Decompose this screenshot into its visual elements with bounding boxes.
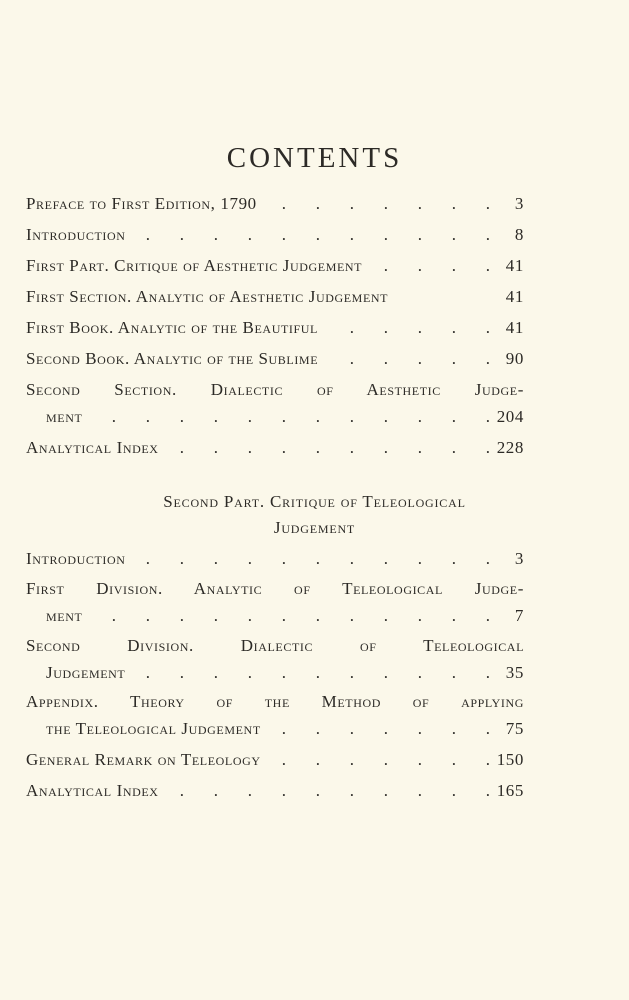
part-heading: Second Part. Critique of Teleological (163, 492, 466, 511)
toc-entry-line2 (46, 663, 524, 687)
dot-leader (165, 438, 490, 458)
toc-entry (26, 225, 524, 249)
toc-entry-title: Introduction (26, 225, 126, 244)
toc-entry-page: 41 (505, 318, 524, 337)
dot-leader (88, 407, 490, 427)
toc-entry (26, 256, 524, 280)
toc-entry (26, 318, 524, 342)
toc-entry-page: 150 (496, 750, 524, 769)
toc-entry-title: Second Section. Dialectic of Aesthetic Judge- (26, 380, 524, 399)
toc-entry-title: Analytical Index (26, 781, 159, 800)
toc-entry (26, 194, 524, 218)
toc-entry-page: 35 (505, 663, 524, 682)
toc-entry (26, 781, 524, 805)
toc-entry-line1 (26, 380, 524, 404)
toc-entry (26, 349, 524, 373)
toc-entry-title: Second Book. Analytic of the Sublime (26, 349, 319, 368)
toc-entry-title: Second Division. Dialectic of Teleological (26, 636, 524, 655)
toc-entry-title: Analytical Index (26, 438, 159, 457)
toc-entry-page: 90 (505, 349, 524, 368)
toc-entry-title: First Part. Critique of Aesthetic Judgement (26, 256, 363, 275)
toc-entry-page: 3 (514, 194, 524, 213)
dot-leader (324, 318, 490, 338)
toc-entry-page: 204 (496, 407, 524, 426)
toc-entry-page: 228 (496, 438, 524, 457)
toc-entry-page: 3 (514, 549, 524, 568)
toc-entry-title: First Section. Analytic of Aesthetic Judgement (26, 287, 389, 306)
toc-entry (26, 438, 524, 462)
toc-entry-page: 41 (505, 256, 524, 275)
toc-entry-line1 (26, 579, 524, 603)
dot-leader (267, 719, 490, 739)
toc-entry-page: 8 (514, 225, 524, 244)
dot-leader (132, 549, 490, 569)
toc-entry-title: Preface to First Edition, 1790 (26, 194, 257, 213)
dot-leader (132, 225, 490, 245)
toc-entry (26, 750, 524, 774)
page-title: CONTENTS (226, 142, 403, 174)
toc-entry-title: Appendix. Theory of the Method of applying (26, 692, 524, 711)
toc-entry-page: 7 (514, 606, 524, 625)
toc-entry-title: General Remark on Teleology (26, 750, 261, 769)
toc-entry-line2 (46, 719, 524, 743)
dot-leader (165, 781, 490, 801)
toc-entry (26, 287, 524, 311)
toc-entry-title-cont: ment (46, 606, 83, 625)
toc-entry-line2 (46, 606, 524, 630)
toc-entry-page: 41 (505, 287, 524, 306)
toc-entry-line1 (26, 692, 524, 716)
toc-entry-title: First Division. Analytic of Teleological Judge- (26, 579, 524, 598)
toc-entry-title: Introduction (26, 549, 126, 568)
toc-entry-title-cont: Judgement (46, 663, 126, 682)
dot-leader (368, 256, 490, 276)
part-heading-cont: Judgement (273, 518, 356, 537)
toc-entry-title-cont: the Teleological Judgement (46, 719, 261, 738)
dot-leader (88, 606, 490, 626)
toc-entry-title-cont: ment (46, 407, 83, 426)
toc-entry-page: 165 (496, 781, 524, 800)
toc-entry-page: 75 (505, 719, 524, 738)
toc-entry-line2 (46, 407, 524, 431)
toc-entry-title: First Book. Analytic of the Beautiful (26, 318, 318, 337)
dot-leader (131, 663, 490, 683)
dot-leader (263, 194, 490, 214)
dot-leader (267, 750, 490, 770)
dot-leader (324, 349, 490, 369)
toc-entry-line1 (26, 636, 524, 660)
toc-entry (26, 549, 524, 573)
